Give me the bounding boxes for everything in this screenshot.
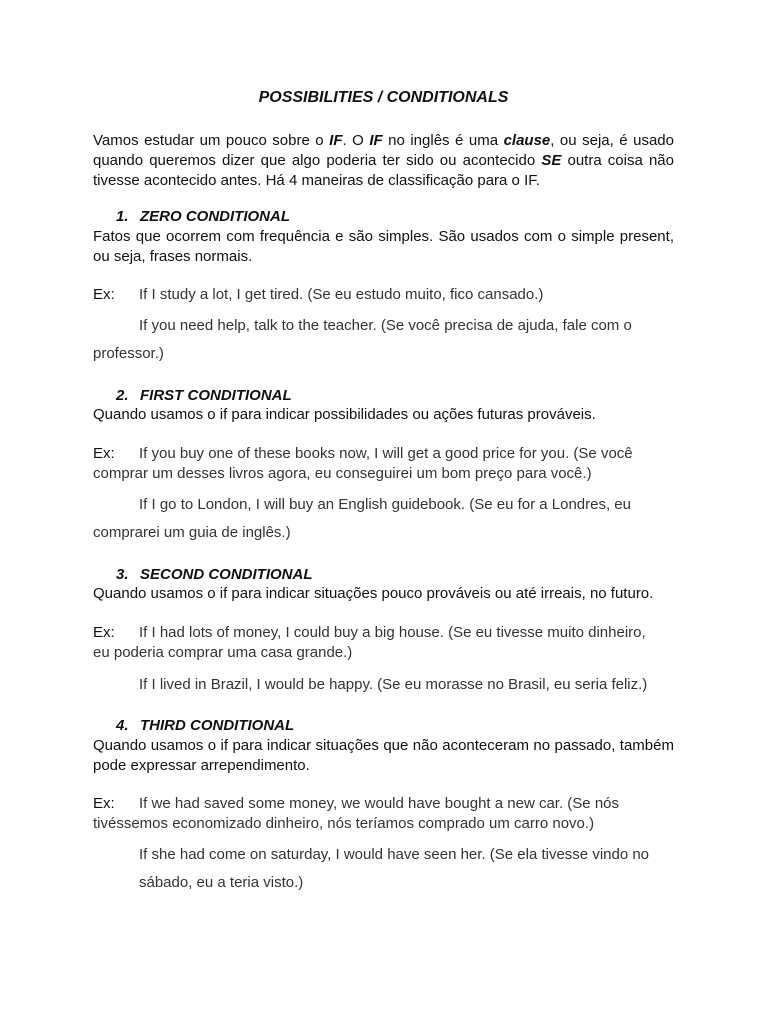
example-line: If I go to London, I will buy an English guidebook. (Se eu for a Londres, eu: [139, 496, 631, 513]
example-line: [93, 623, 674, 643]
example-text: If I study a lot, I get tired. (Se eu estudo muito, fico cansado.): [139, 286, 544, 303]
section-number: 4.: [116, 717, 129, 734]
intro-paragraph: [93, 131, 674, 191]
section-number: 1.: [116, 208, 129, 225]
example-label: Ex:: [93, 795, 115, 812]
intro-text: Vamos estudar um pouco sobre o: [93, 132, 330, 149]
intro-text: . O: [342, 132, 370, 149]
example-text: If I had lots of money, I could buy a big house. (Se eu tivesse muito dinheiro,: [139, 624, 646, 641]
example-line: comprarei um guia de inglês.): [93, 524, 291, 541]
example-line: eu poderia comprar uma casa grande.): [93, 644, 353, 661]
intro-text: outra coisa não tivesse acontecido antes. Há 4 maneiras de classificação para o IF.: [93, 152, 674, 189]
example-line: sábado, eu a teria visto.): [139, 874, 304, 891]
section-number: 2.: [116, 387, 129, 404]
example-label: Ex:: [93, 624, 115, 641]
section-description-zero: Fatos que ocorrem com frequência e são simples. São usados com o simple present, ou seja, frases normais.: [93, 228, 674, 265]
section-description-second: Quando usamos o if para indicar situações pouco prováveis ou até irreais, no futuro.: [93, 585, 654, 602]
example-line: [93, 285, 674, 305]
section-heading-zero: [116, 207, 290, 227]
example-line: If I lived in Brazil, I would be happy. (Se eu morasse no Brasil, eu seria feliz.): [139, 676, 648, 693]
section-heading-third: [116, 716, 294, 736]
example-label: Ex:: [93, 445, 115, 462]
example-text: If we had saved some money, we would have bought a new car. (Se nós: [139, 795, 619, 812]
example-label: Ex:: [93, 286, 115, 303]
section-number: 3.: [116, 566, 129, 583]
section-title: THIRD CONDITIONAL: [140, 717, 295, 734]
example-line: [93, 794, 674, 814]
example-line: tivéssemos economizado dinheiro, nós teríamos comprado um carro novo.): [93, 815, 595, 832]
intro-text: no inglês é uma: [382, 132, 504, 149]
example-line: If she had come on saturday, I would have seen her. (Se ela tivesse vindo no: [139, 846, 650, 863]
page-title: POSSIBILITIES / CONDITIONALS: [258, 89, 509, 106]
example-line: If you need help, talk to the teacher. (Se você precisa de ajuda, fale com o: [139, 317, 632, 334]
intro-se-emphasis: SE: [541, 152, 562, 169]
section-description-third: Quando usamos o if para indicar situações que não aconteceram no passado, também pode expressar arrependimento.: [93, 737, 674, 774]
section-description-first: Quando usamos o if para indicar possibilidades ou ações futuras prováveis.: [93, 406, 596, 423]
section-heading-first: [116, 386, 292, 406]
example-text: If you buy one of these books now, I will get a good price for you. (Se você: [139, 445, 633, 462]
example-line: [93, 444, 674, 464]
section-title: FIRST CONDITIONAL: [140, 387, 292, 404]
section-title: SECOND CONDITIONAL: [140, 566, 313, 583]
section-title: ZERO CONDITIONAL: [140, 208, 290, 225]
intro-text: , ou seja, é usado quando queremos dizer que algo poderia ter sido ou acontecido: [93, 132, 674, 169]
section-heading-second: [116, 565, 313, 585]
intro-if-emphasis: IF: [369, 132, 383, 149]
example-line: professor.): [93, 345, 164, 362]
example-line: comprar um desses livros agora, eu conseguirei um bom preço para você.): [93, 465, 592, 482]
intro-if-emphasis: IF: [329, 132, 343, 149]
intro-clause-emphasis: clause: [503, 132, 551, 149]
